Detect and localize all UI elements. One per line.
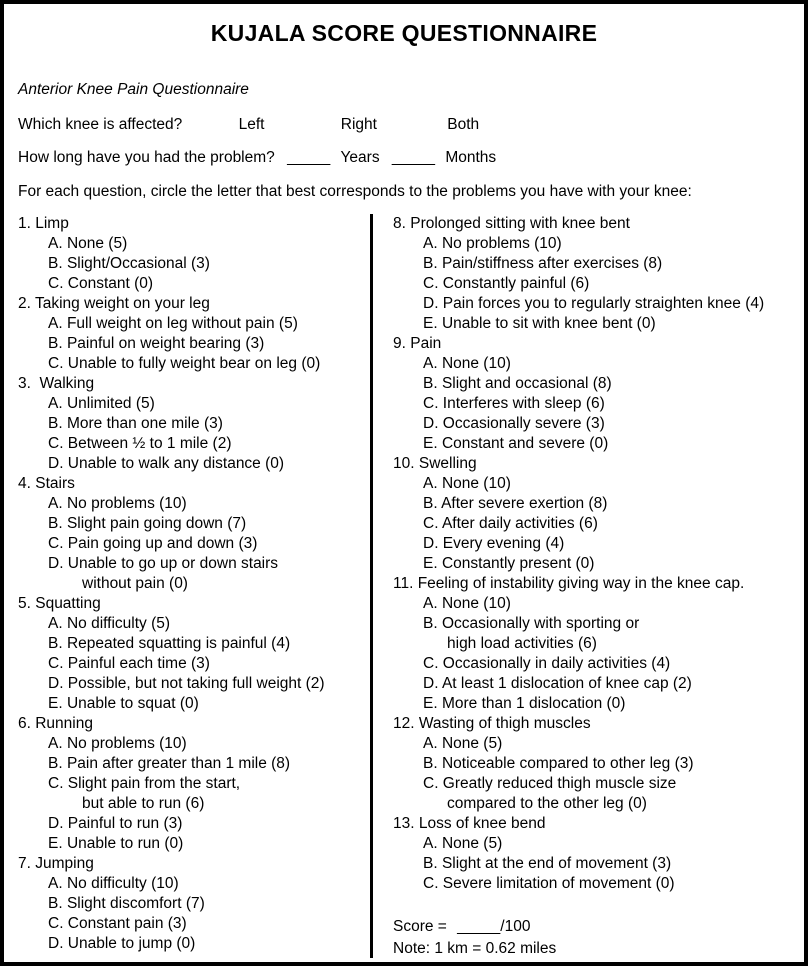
question-option[interactable]: B. Painful on weight bearing (3) xyxy=(48,335,265,352)
question-option[interactable]: A. No problems (10) xyxy=(48,735,187,752)
question-option-continuation: without pain (0) xyxy=(82,575,188,592)
question-item xyxy=(18,374,370,474)
question-option[interactable]: B. Noticeable compared to other leg (3) xyxy=(423,755,694,772)
question-heading: 13. Loss of knee bend xyxy=(393,815,546,832)
question-option[interactable]: B. Slight discomfort (7) xyxy=(48,895,205,912)
question-option[interactable]: C. Constantly painful (6) xyxy=(423,275,590,292)
question-option[interactable]: B. Occasionally with sporting or xyxy=(423,615,640,632)
knee-affected-row xyxy=(18,116,790,134)
question-option[interactable]: A. None (10) xyxy=(423,595,511,612)
question-option[interactable]: D. Painful to run (3) xyxy=(48,815,183,832)
knee-option-right[interactable]: Right xyxy=(340,116,377,133)
question-option[interactable]: A. None (5) xyxy=(423,735,503,752)
question-option[interactable]: D. Unable to walk any distance (0) xyxy=(48,455,285,472)
question-option[interactable]: E. Unable to sit with knee bent (0) xyxy=(423,315,656,332)
question-option[interactable]: D. At least 1 dislocation of knee cap (2) xyxy=(423,675,692,692)
question-option[interactable]: B. Repeated squatting is painful (4) xyxy=(48,635,291,652)
score-block xyxy=(393,916,790,960)
question-option[interactable]: A. None (10) xyxy=(423,475,511,492)
knee-question-label: Which knee is affected? xyxy=(18,116,183,133)
knee-option-left[interactable]: Left xyxy=(238,116,265,133)
question-option[interactable]: A. No difficulty (10) xyxy=(48,875,179,892)
question-heading: 2. Taking weight on your leg xyxy=(18,295,210,312)
question-heading: 12. Wasting of thigh muscles xyxy=(393,715,591,732)
question-option[interactable]: D. Every evening (4) xyxy=(423,535,565,552)
question-item xyxy=(18,474,370,594)
question-item xyxy=(393,214,790,334)
question-heading: 9. Pain xyxy=(393,335,442,352)
question-option[interactable]: C. Severe limitation of movement (0) xyxy=(423,875,675,892)
question-option[interactable]: B. More than one mile (3) xyxy=(48,415,223,432)
question-option[interactable]: D. Possible, but not taking full weight (2) xyxy=(48,675,325,692)
question-heading: 10. Swelling xyxy=(393,455,477,472)
question-heading: 4. Stairs xyxy=(18,475,75,492)
question-option[interactable]: B. Slight/Occasional (3) xyxy=(48,255,210,272)
question-item xyxy=(393,714,790,814)
question-option-continuation: but able to run (6) xyxy=(82,795,205,812)
question-option[interactable]: A. Unlimited (5) xyxy=(48,395,155,412)
score-line xyxy=(393,916,790,938)
question-item xyxy=(393,454,790,574)
instructions-text: For each question, circle the letter that best corresponds to the problems you have with your knee: xyxy=(18,183,692,200)
question-option[interactable]: A. No difficulty (5) xyxy=(48,615,171,632)
question-item xyxy=(18,294,370,374)
question-heading: 7. Jumping xyxy=(18,855,94,872)
subtitle: Anterior Knee Pain Questionnaire xyxy=(18,81,249,98)
question-item xyxy=(18,854,370,954)
question-option[interactable]: C. Pain going up and down (3) xyxy=(48,535,258,552)
question-option[interactable]: E. Unable to squat (0) xyxy=(48,695,199,712)
question-option[interactable]: B. Slight pain going down (7) xyxy=(48,515,247,532)
question-option[interactable]: A. No problems (10) xyxy=(48,495,187,512)
score-blank-field[interactable]: _____ xyxy=(457,918,501,935)
question-option[interactable]: C. Painful each time (3) xyxy=(48,655,210,672)
months-label: Months xyxy=(445,149,497,166)
question-option[interactable]: C. Slight pain from the start, xyxy=(48,775,241,792)
question-item xyxy=(393,814,790,894)
question-option[interactable]: E. Constant and severe (0) xyxy=(423,435,609,452)
question-option[interactable]: B. After severe exertion (8) xyxy=(423,495,608,512)
question-heading: 3. Walking xyxy=(18,375,95,392)
question-option[interactable]: C. Unable to fully weight bear on leg (0) xyxy=(48,355,321,372)
question-item xyxy=(18,214,370,294)
score-denominator: /100 xyxy=(500,918,531,935)
question-option[interactable]: D. Pain forces you to regularly straighten knee (4) xyxy=(423,295,765,312)
question-option[interactable]: D. Unable to go up or down stairs xyxy=(48,555,279,572)
question-option[interactable]: C. After daily activities (6) xyxy=(423,515,598,532)
question-option[interactable]: E. Constantly present (0) xyxy=(423,555,595,572)
question-item xyxy=(393,334,790,454)
question-option[interactable]: A. None (5) xyxy=(48,235,128,252)
question-option[interactable]: C. Between ½ to 1 mile (2) xyxy=(48,435,232,452)
question-option-continuation: compared to the other leg (0) xyxy=(447,795,647,812)
question-option[interactable]: B. Pain/stiffness after exercises (8) xyxy=(423,255,663,272)
question-option[interactable]: C. Constant pain (3) xyxy=(48,915,187,932)
question-option[interactable]: C. Interferes with sleep (6) xyxy=(423,395,605,412)
question-option[interactable]: A. None (10) xyxy=(423,355,511,372)
question-option[interactable]: D. Occasionally severe (3) xyxy=(423,415,605,432)
question-option[interactable]: C. Occasionally in daily activities (4) xyxy=(423,655,671,672)
question-heading: 11. Feeling of instability giving way in the knee cap. xyxy=(393,575,745,592)
question-option[interactable]: E. More than 1 dislocation (0) xyxy=(423,695,626,712)
note-line: Note: 1 km = 0.62 miles xyxy=(393,940,557,957)
question-option[interactable]: A. No problems (10) xyxy=(423,235,562,252)
months-blank-field[interactable]: _____ xyxy=(391,149,436,166)
question-heading: 6. Running xyxy=(18,715,93,732)
question-option[interactable]: B. Slight and occasional (8) xyxy=(423,375,612,392)
question-option[interactable]: B. Slight at the end of movement (3) xyxy=(423,855,672,872)
question-option[interactable]: C. Constant (0) xyxy=(48,275,154,292)
question-heading: 1. Limp xyxy=(18,215,69,232)
question-option[interactable]: D. Unable to jump (0) xyxy=(48,935,196,952)
years-blank-field[interactable]: _____ xyxy=(287,149,331,166)
question-option[interactable]: E. Unable to run (0) xyxy=(48,835,184,852)
question-item xyxy=(18,714,370,854)
question-option-continuation: high load activities (6) xyxy=(447,635,597,652)
question-option[interactable]: C. Greatly reduced thigh muscle size xyxy=(423,775,677,792)
questions-column-left xyxy=(18,214,370,958)
question-item xyxy=(18,594,370,714)
questions-column-right xyxy=(370,214,790,958)
question-option[interactable]: B. Pain after greater than 1 mile (8) xyxy=(48,755,291,772)
score-label: Score = xyxy=(393,918,447,935)
page-title: KUJALA SCORE QUESTIONNAIRE xyxy=(210,20,598,46)
years-label: Years xyxy=(340,149,380,166)
knee-option-both[interactable]: Both xyxy=(447,116,480,133)
question-item xyxy=(393,574,790,714)
question-option[interactable]: A. None (5) xyxy=(423,835,503,852)
questions-columns xyxy=(18,214,790,958)
question-option[interactable]: A. Full weight on leg without pain (5) xyxy=(48,315,298,332)
question-heading: 5. Squatting xyxy=(18,595,101,612)
duration-row xyxy=(18,149,790,167)
question-heading: 8. Prolonged sitting with knee bent xyxy=(393,215,630,232)
duration-question-label: How long have you had the problem? xyxy=(18,149,275,166)
